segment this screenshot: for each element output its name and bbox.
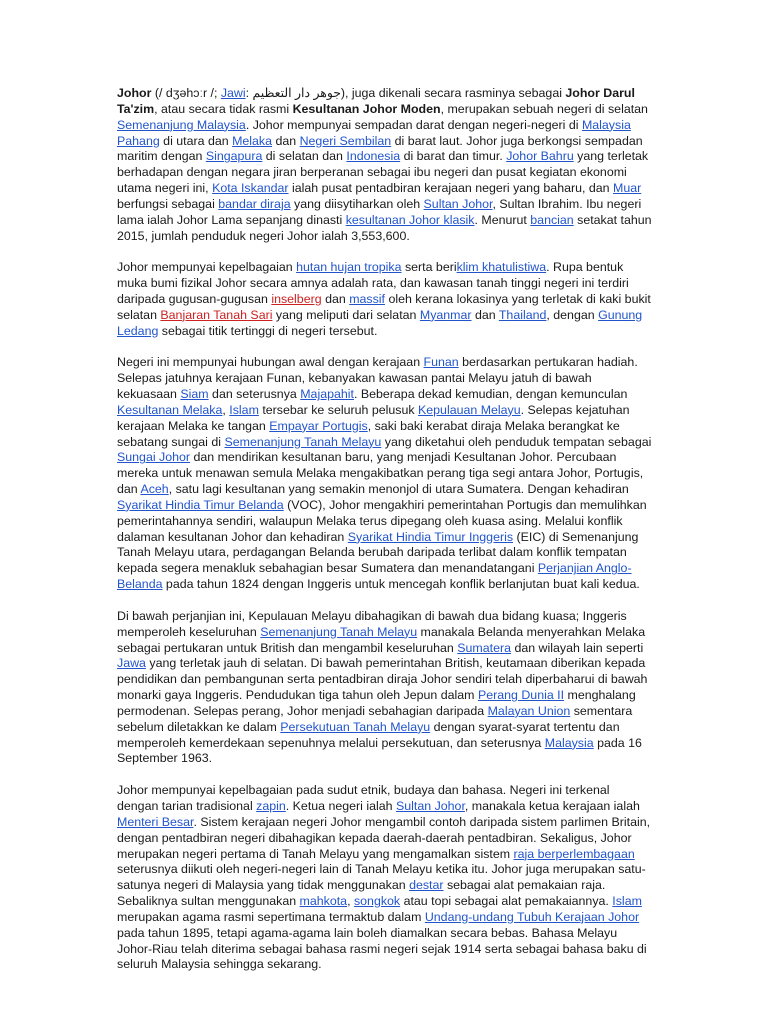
text-run: , merupakan sebuah negeri di selatan	[440, 101, 648, 116]
text-run: . Sistem kerajaan negeri Johor mengambil contoh daripada sistem parlimen Britain, dengan pentadbiran negeri dibahagikan kepada daerah-daerah pentadbiran. Sekaligus, Johor merupakan negeri pertama di Tanah Melayu yang mengamalkan sistem	[117, 814, 651, 861]
article-link[interactable]: klim khatulistiwa	[456, 260, 547, 275]
article-link[interactable]: Funan	[423, 355, 459, 370]
paragraph-2	[117, 260, 653, 339]
article-link[interactable]: mahkota	[299, 894, 348, 909]
article-link[interactable]: Kepulauan Melayu	[418, 402, 521, 417]
text-run: . Rupa bentuk muka bumi fizikal Johor secara amnya adalah rata, dan kawasan tanah tinggi negeri ini terdiri daripada gugusan-gugusan	[117, 260, 629, 306]
text-run: dengan syarat-syarat tertentu dan memperoleh kemerdekaan sepenuhnya melalui persekutuan, dan seterusnya	[117, 719, 620, 750]
article-link[interactable]: Menteri Besar	[117, 814, 194, 829]
article-link[interactable]: Thailand	[498, 307, 547, 322]
article-link[interactable]: kesultanan Johor klasik	[345, 212, 475, 227]
article-link[interactable]: zapin	[256, 798, 286, 813]
paragraph-4	[117, 609, 653, 767]
text-run: berfungsi sebagai	[117, 196, 219, 211]
paragraph-1	[117, 86, 653, 244]
text-run: sementara sebelum diletakkan ke dalam	[117, 703, 633, 734]
article-link[interactable]: Sultan Johor	[423, 196, 493, 211]
text-run: . Ketua negeri ialah	[285, 798, 396, 813]
article-link[interactable]: Pahang	[117, 133, 160, 148]
text-run: , dengan	[546, 307, 599, 322]
text-run: , manakala ketua kerajaan ialah	[464, 798, 640, 813]
article-link[interactable]: bandar diraja	[218, 196, 291, 211]
text-run: , atau secara tidak rasmi	[154, 101, 293, 116]
article-body	[117, 86, 653, 973]
text-run: , satu lagi kesultanan yang semakin menonjol di utara Sumatera. Dengan kehadiran	[168, 482, 629, 497]
text-run: . Beberapa dekad kemudian, dengan kemunculan	[353, 387, 628, 402]
article-link[interactable]: Majapahit	[300, 387, 354, 402]
article-link[interactable]: Sumatera	[457, 640, 511, 655]
article-link[interactable]: Malaysia	[581, 117, 631, 132]
article-link[interactable]: Sultan Johor	[396, 798, 465, 813]
text-run: . Selepas kejatuhan kerajaan Melaka ke tangan	[117, 402, 630, 433]
text-run: manakala Belanda menyerahkan Melaka sebagai pertukaran untuk British dan mengambil keseluruhan	[117, 624, 646, 655]
article-link[interactable]: Jawa	[117, 656, 146, 671]
text-run: dan	[471, 307, 499, 322]
text-run: atau topi sebagai alat pemakaiannya.	[400, 894, 613, 909]
text-run: Negeri ini mempunyai hubungan awal dengan kerajaan	[117, 355, 424, 370]
article-link[interactable]: Islam	[612, 894, 642, 909]
bold-term: Kesultanan Johor Moden	[292, 101, 441, 116]
text-run: serta beri	[401, 260, 457, 275]
text-run: pada tahun 1824 dengan Inggeris untuk mencegah konflik berlanjutan buat kali kedua.	[162, 577, 640, 592]
article-link[interactable]: Aceh	[140, 482, 169, 497]
article-link[interactable]: massif	[349, 291, 385, 306]
text-run: . Menurut	[474, 212, 531, 227]
article-link[interactable]: Jawi	[220, 86, 246, 100]
article-link[interactable]: Melaka	[232, 133, 273, 148]
article-link[interactable]: hutan hujan tropika	[296, 260, 402, 275]
text-run: dan	[272, 133, 300, 148]
text-run: dan	[321, 291, 350, 306]
text-run: Johor mempunyai kepelbagaian	[117, 260, 297, 275]
text-run: di barat dan timur.	[400, 149, 507, 164]
article-link[interactable]: Siam	[180, 387, 209, 402]
text-run: ialah pusat pentadbiran kerajaan negeri yang baharu, dan	[288, 181, 613, 196]
article-link[interactable]: Indonesia	[346, 149, 401, 164]
text-run: Johor mempunyai kepelbagaian pada sudut etnik, budaya dan bahasa. Negeri ini terkenal dengan tarian tradisional	[117, 783, 610, 813]
article-link[interactable]: Semenanjung Tanah Melayu	[224, 434, 382, 449]
article-link[interactable]: Syarikat Hindia Timur Belanda	[117, 497, 284, 512]
article-link[interactable]: Syarikat Hindia Timur Inggeris	[347, 529, 514, 544]
paragraph-3	[117, 355, 653, 593]
text-run: setakat tahun 2015, jumlah penduduk negeri Johor ialah 3,553,600.	[117, 212, 652, 243]
text-run: Di bawah perjanjian ini, Kepulauan Melayu dibahagikan di bawah dua bidang kuasa; Inggeris memperoleh keseluruhan	[117, 608, 627, 639]
text-run: pada 16 September 1963.	[117, 735, 642, 766]
article-link[interactable]: Semenanjung Malaysia	[117, 117, 246, 132]
article-link[interactable]: Muar	[613, 181, 642, 196]
article-link[interactable]: Undang-undang Tubuh Kerajaan Johor	[424, 909, 640, 924]
article-link[interactable]: destar	[409, 878, 444, 893]
article-link[interactable]: Semenanjung Tanah Melayu	[260, 624, 418, 639]
text-run: dan seterusnya	[208, 387, 301, 402]
article-link[interactable]: Empayar Portugis	[269, 418, 368, 433]
text-run: (EIC) di Semenanjung Tanah Melayu utara, perdagangan Belanda berubah daripada terlibat dalam konflik tempatan kepada segera menakluk sebahagian besar Sumatera dan menandatangani	[117, 529, 639, 576]
text-run: seterusnya diikuti oleh negeri-negeri lain di Tanah Melayu ketika itu. Johor juga merupakan satu-satunya negeri di Malaysia yang tidak menggunakan	[117, 862, 646, 893]
text-run: (VOC), Johor mengakhiri pemerintahan Portugis dan memulihkan pemerintahannya sendiri, walaupun Melaka terus dipegang oleh kuasa asing. Melalui konflik dalaman kesultanan Johor dan kehadiran	[117, 497, 647, 544]
article-link[interactable]: raja berperlembagaan	[513, 846, 635, 861]
text-run: dan wilayah lain seperti	[511, 640, 644, 655]
bold-term: Johor Darul Ta'zim	[117, 86, 635, 116]
article-link[interactable]: Sungai Johor	[117, 450, 191, 465]
text-run: tersebar ke seluruh pelusuk	[258, 402, 418, 417]
missing-article-link[interactable]: inselberg	[271, 291, 322, 306]
text-run: di selatan dan	[262, 149, 347, 164]
article-link[interactable]: Myanmar	[419, 307, 472, 322]
article-link[interactable]: Perang Dunia II	[477, 688, 565, 703]
bold-term: Johor	[117, 86, 152, 100]
article-link[interactable]: Kota Iskandar	[212, 181, 289, 196]
text-run: sebagai titik tertinggi di negeri tersebut.	[158, 323, 378, 338]
text-run: : جوهر دار التعظيم‎), juga dikenali secara rasminya sebagai	[245, 86, 566, 100]
article-link[interactable]: Negeri Sembilan	[299, 133, 392, 148]
text-run: oleh kerana lokasinya yang terletak di kaki bukit selatan	[117, 291, 651, 322]
text-run: yang terletak berhadapan dengan negara jiran berperanan sebagai ibu negeri dan pusat kegiatan ekonomi utama negeri ini,	[117, 149, 649, 196]
article-link[interactable]: bancian	[530, 212, 574, 227]
text-run: ,	[222, 402, 230, 417]
article-link[interactable]: Kesultanan Melaka	[117, 402, 223, 417]
text-run: , saki baki kerabat diraja Melaka berangkat ke sebatang sungai di	[117, 418, 620, 449]
text-run: menghalang permodenan. Selepas perang, Johor menjadi sebahagian daripada	[117, 688, 636, 718]
text-run: yang terletak jauh di selatan. Di bawah pemerintahan British, keutamaan diberikan kepada pendidikan dan pembangunan serta pentadbiran diraja Johor sendiri telah diperbaharui di bawah monarki gaya Inggeris. Pendudukan tiga tahun oleh Jepun dalam	[117, 656, 648, 703]
text-run: berdasarkan pertukaran hadiah. Selepas jatuhnya kerajaan Funan, kebanyakan kawasan pantai Melayu jatuh di bawah kekuasaan	[117, 355, 638, 402]
missing-article-link[interactable]: Banjaran Tanah Sari	[160, 307, 273, 322]
article-link[interactable]: songkok	[353, 894, 401, 909]
article-link[interactable]: Gunung Ledang	[117, 307, 643, 338]
text-run: yang diketahui oleh penduduk tempatan sebagai	[381, 434, 652, 449]
article-link[interactable]: Persekutuan Tanah Melayu	[280, 719, 431, 734]
article-link[interactable]: Johor Bahru	[506, 149, 574, 164]
article-link[interactable]: Perjanjian Anglo-Belanda	[117, 561, 632, 592]
article-link[interactable]: Islam	[229, 402, 259, 417]
article-link[interactable]: Malaysia	[544, 735, 594, 750]
paragraph-5	[117, 783, 653, 973]
article-link[interactable]: Singapura	[205, 149, 263, 164]
text-run: yang meliputi dari selatan	[272, 307, 420, 322]
text-run: sebagai alat pemakaian raja. Sebaliknya sultan menggunakan	[117, 878, 606, 909]
article-link[interactable]: Malayan Union	[487, 703, 571, 718]
text-run: pada tahun 1895, tetapi agama-agama lain boleh diamalkan secara bebas. Bahasa Melayu Johor-Riau telah diterima sebagai bahasa rasmi negeri sejak 1914 serta sebagai bahasa baku di seluruh Malaysia sehingga sekarang.	[117, 925, 647, 972]
text-run: dan mendirikan kesultanan baru, yang menjadi Kesultanan Johor. Percubaan mereka untuk menawan semula Melaka mengakibatkan perang tiga segi antara Johor, Portugis, dan	[117, 450, 644, 497]
text-run: ,	[347, 894, 354, 909]
text-run: , Sultan Ibrahim. Ibu negeri lama ialah Johor Lama sepanjang dinasti	[117, 196, 642, 227]
text-run: yang diisytiharkan oleh	[290, 196, 424, 211]
text-run: di utara dan	[159, 133, 233, 148]
text-run: . Johor mempunyai sempadan darat dengan negeri-negeri di	[245, 117, 582, 132]
text-run: di barat laut. Johor juga berkongsi sempadan maritim dengan	[117, 133, 643, 164]
text-run: merupakan agama rasmi sepertimana termaktub dalam	[117, 909, 425, 924]
text-run: (/ dʒəhɔːr /;	[151, 86, 221, 100]
